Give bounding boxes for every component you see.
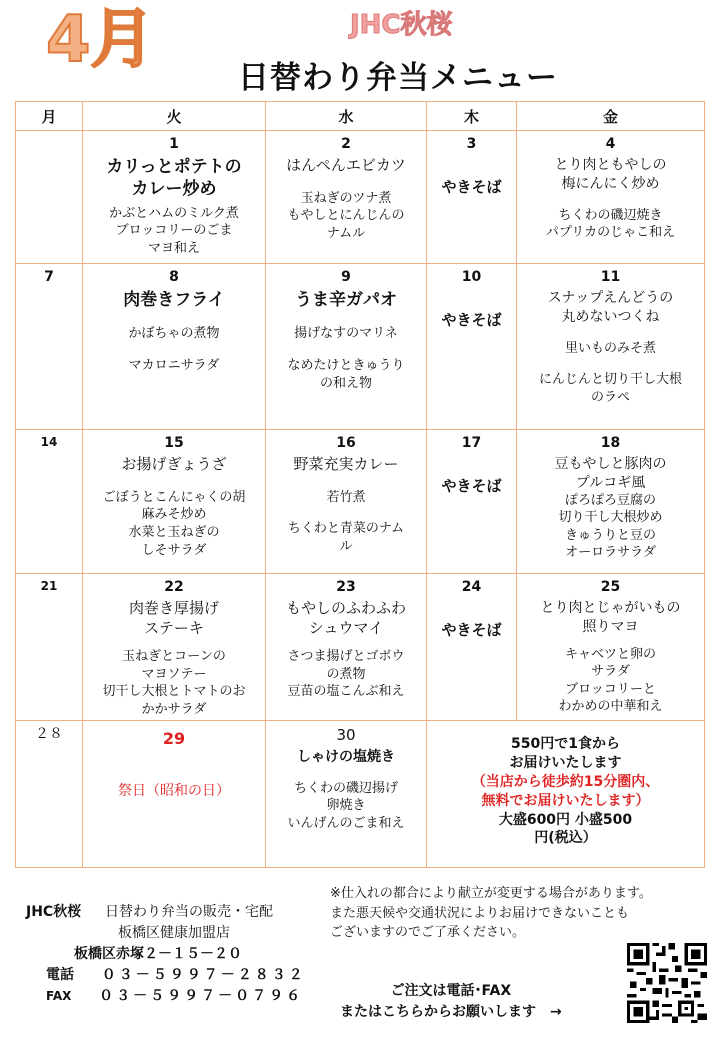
day-cell bbox=[266, 430, 427, 574]
day-number: 1 bbox=[169, 136, 179, 152]
day-number: 21 bbox=[40, 579, 58, 593]
side-dishes: さつま揚げとゴボウ の煮物 豆苗の塩こんぶ和え bbox=[287, 649, 405, 700]
day-cell bbox=[266, 574, 427, 721]
side-dishes: キャベツと卵の サラダ ブロッコリーと わかめの中華和え bbox=[558, 646, 663, 715]
day-cell bbox=[83, 574, 266, 721]
day-cell bbox=[517, 264, 705, 430]
side-dishes: ちくわの磯辺焼き パプリカのじゃこ和え bbox=[545, 207, 676, 241]
notice-line: ※仕入れの都合により献立が変更する場合があります。 bbox=[330, 886, 652, 901]
day-cell bbox=[427, 264, 517, 430]
footer-store-name: JHC秋桜 bbox=[26, 904, 82, 920]
side-dishes: かぶとハムのミルク煮 ブロッコリーのごま マヨ和え bbox=[109, 205, 239, 256]
main-dish: 肉巻きフライ bbox=[123, 290, 225, 311]
page-title: 日替わり弁当メニュー bbox=[238, 60, 558, 96]
day-number: ２８ bbox=[35, 726, 63, 742]
main-dish: やきそば bbox=[441, 621, 502, 640]
day-cell bbox=[517, 430, 705, 574]
day-number: 25 bbox=[600, 579, 621, 595]
side-dish: にんじんと切り干し大根 のラペ bbox=[538, 372, 682, 405]
day-number: 10 bbox=[461, 269, 482, 285]
day-cell bbox=[16, 574, 83, 721]
qr-code-icon[interactable] bbox=[627, 943, 707, 1023]
side-dish: 里いものみそ煮 bbox=[564, 340, 656, 356]
main-dish: やきそば bbox=[441, 178, 502, 197]
week-row bbox=[16, 131, 705, 264]
day-number: 23 bbox=[336, 579, 356, 595]
main-dish: スナップえんどうの 丸めないつくね bbox=[547, 290, 674, 325]
weekday-mon: 月 bbox=[16, 102, 83, 131]
footer-address: 板橋区赤塚２－１５－２０ bbox=[74, 946, 242, 962]
day-number: 4 bbox=[605, 136, 616, 152]
fax-label: FAX bbox=[46, 989, 72, 1003]
main-dish: うま辛ガパオ bbox=[295, 290, 397, 311]
day-cell bbox=[266, 264, 427, 430]
side-dishes: ごぼうとこんにゃくの胡 麻みそ炒め 水菜と玉ねぎの しそサラダ bbox=[102, 489, 246, 558]
day-number: 29 bbox=[162, 729, 186, 748]
day-cell bbox=[83, 264, 266, 430]
main-dish: とり肉ともやしの 梅にんにく炒め bbox=[554, 157, 667, 192]
side-dishes: ちくわの磯辺揚げ 卵焼き いんげんのごま和え bbox=[287, 780, 405, 831]
footer-shop: 板橋区健康加盟店 bbox=[118, 925, 230, 941]
side-dish: 揚げなすのマリネ bbox=[294, 326, 398, 342]
side-dishes: 玉ねぎとコーンの マヨソテー 切干し大根とトマトのお かかサラダ bbox=[102, 649, 246, 718]
menu-calendar bbox=[15, 101, 705, 868]
day-number: 18 bbox=[600, 435, 621, 451]
tel-number[interactable]: ０３－５９９７－２８３２ bbox=[101, 967, 306, 983]
day-number: 14 bbox=[40, 435, 58, 449]
day-number: 22 bbox=[164, 579, 184, 595]
holiday-label: 祭日（昭和の日） bbox=[118, 783, 230, 799]
day-cell bbox=[83, 131, 266, 264]
main-dish: もやしのふわふわ シュウマイ bbox=[285, 599, 406, 637]
main-dish: お揚げぎょうざ bbox=[121, 455, 227, 474]
day-number: 17 bbox=[461, 435, 482, 451]
day-cell bbox=[517, 574, 705, 721]
day-number: 30 bbox=[336, 726, 356, 744]
day-cell bbox=[83, 430, 266, 574]
main-dish: 肉巻き厚揚げ ステーキ bbox=[128, 599, 219, 637]
weekday-tue: 火 bbox=[83, 102, 266, 131]
order-line: ご注文は電話･FAX bbox=[390, 983, 512, 999]
store-logo: JHC秋桜 bbox=[350, 10, 453, 40]
promo-tax-note: 円(税込） bbox=[534, 830, 597, 847]
side-dishes: 玉ねぎのツナ煮 もやしとにんじんの ナムル bbox=[287, 190, 405, 241]
day-cell bbox=[266, 721, 427, 868]
day-cell bbox=[427, 574, 517, 721]
main-dish: 豆もやしと豚肉の プルコギ風 bbox=[554, 456, 667, 491]
day-number: 11 bbox=[600, 269, 621, 285]
day-number: 2 bbox=[341, 136, 351, 152]
week-row bbox=[16, 721, 705, 868]
tel-label: 電話 bbox=[46, 967, 74, 983]
day-cell bbox=[427, 131, 517, 264]
side-dish: なめたけときゅうり の和え物 bbox=[287, 358, 405, 391]
day-number: 7 bbox=[44, 269, 54, 285]
fax-number: ０３－５９９７－０７９６ bbox=[99, 988, 304, 1004]
day-cell bbox=[83, 721, 266, 868]
main-dish: 野菜充実カレー bbox=[293, 455, 399, 474]
store-info bbox=[26, 902, 306, 1007]
side-dish: マカロニサラダ bbox=[128, 358, 220, 374]
day-number: 8 bbox=[169, 269, 179, 285]
week-row bbox=[16, 430, 705, 574]
weekday-thu: 木 bbox=[427, 102, 517, 131]
day-cell bbox=[427, 430, 517, 574]
main-dish: しゃけの塩焼き bbox=[297, 748, 395, 765]
promo-delivery-line: お届けいたします bbox=[509, 754, 622, 771]
main-dish: やきそば bbox=[441, 311, 502, 330]
weekday-wed: 水 bbox=[266, 102, 427, 131]
main-dish: はんぺんエビカツ bbox=[286, 156, 406, 175]
footer-business: 日替わり弁当の販売・宅配 bbox=[104, 904, 273, 920]
day-number: 9 bbox=[341, 269, 351, 285]
order-line: またはこちらからお願いします → bbox=[340, 1004, 562, 1020]
main-dish: カリっとポテトの カレー炒め bbox=[106, 157, 242, 200]
day-cell bbox=[266, 131, 427, 264]
day-number: 3 bbox=[466, 136, 477, 152]
weekday-header-row bbox=[16, 102, 705, 131]
notice-line: また悪天候や交通状況によりお届けできないことも bbox=[330, 905, 630, 921]
main-dish: とり肉とじゃがいもの 照りマヨ bbox=[540, 600, 681, 635]
day-number: 15 bbox=[164, 435, 184, 451]
week-row bbox=[16, 264, 705, 430]
day-cell bbox=[16, 131, 83, 264]
promo-size-price: 大盛600円 小盛500 bbox=[498, 811, 633, 828]
weekday-fri: 金 bbox=[517, 102, 705, 131]
promo-price-line: 550円で1食から bbox=[511, 736, 620, 752]
side-dishes: ぽろぽろ豆腐の 切り干し大根炒め きゅうりと豆の オーロラサラダ bbox=[558, 492, 663, 561]
day-cell bbox=[517, 131, 705, 264]
side-dish: ちくわと青菜のナム ル bbox=[287, 521, 405, 554]
day-cell bbox=[16, 430, 83, 574]
side-dish: かぼちゃの煮物 bbox=[128, 326, 220, 342]
week-row bbox=[16, 574, 705, 721]
change-notice bbox=[330, 884, 652, 943]
order-instructions bbox=[340, 981, 562, 1023]
day-cell bbox=[16, 264, 83, 430]
day-number: 16 bbox=[336, 435, 356, 451]
month-heading: 4月 bbox=[46, 3, 155, 77]
promo-area-note: （当店から徒歩約15分圏内、 bbox=[471, 773, 660, 790]
main-dish: やきそば bbox=[441, 477, 502, 496]
delivery-promo bbox=[427, 721, 705, 868]
day-cell bbox=[16, 721, 83, 868]
side-dish: 若竹煮 bbox=[326, 489, 366, 505]
promo-free-note: 無料でお届けいたします） bbox=[481, 792, 650, 809]
day-number: 24 bbox=[461, 579, 482, 595]
notice-line: ございますのでご了承ください。 bbox=[330, 925, 526, 940]
